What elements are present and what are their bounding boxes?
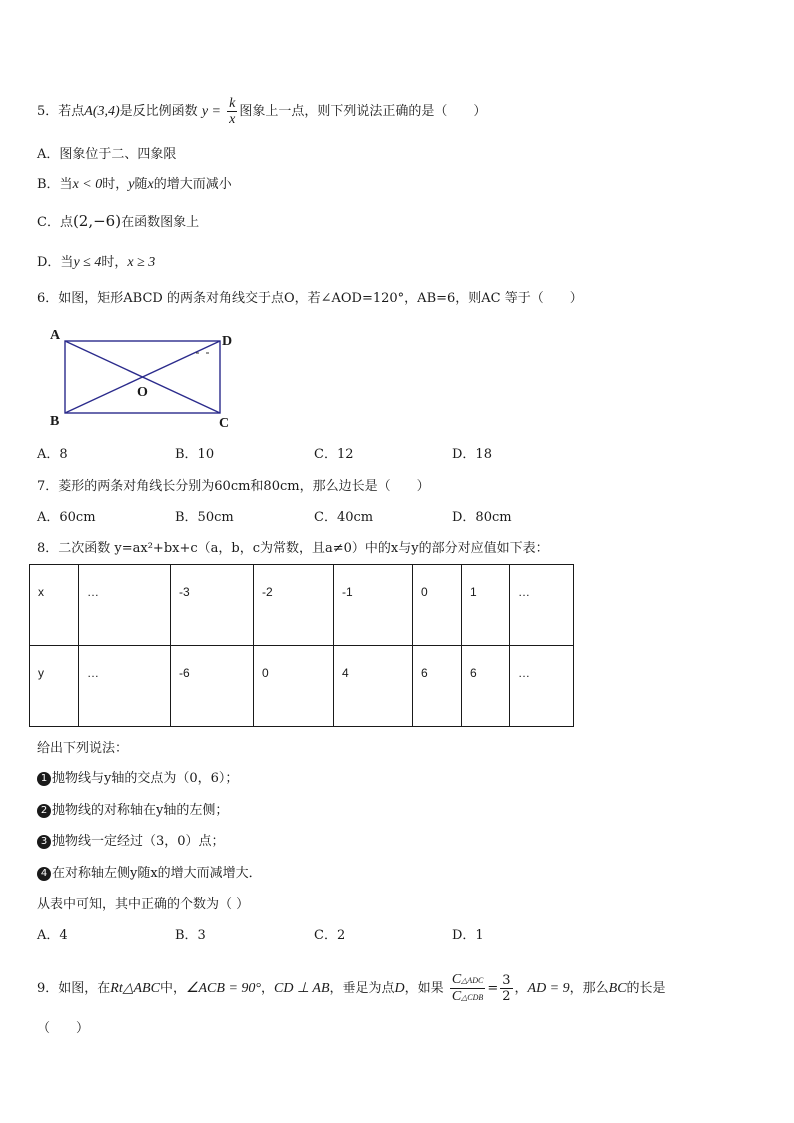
q8-option-a: A．4: [37, 928, 68, 943]
q8-statement-4: 4 在对称轴左侧y随x的增大而减增大．: [37, 865, 262, 883]
circled-number: 4: [37, 867, 51, 881]
table-cell: y: [30, 646, 79, 727]
q8-question: 从表中可知，其中正确的个数为（ ）: [37, 897, 250, 912]
label-d: D: [222, 334, 233, 349]
q7-option-a: A．60cm: [37, 510, 96, 525]
q7-stem: 7．菱形的两条对角线长分别为60cm和80cm，那么边长是（ ）: [37, 479, 430, 494]
table-cell: …: [510, 565, 574, 646]
q8-intro: 给出下列说法：: [37, 741, 129, 756]
circled-number: 2: [37, 804, 51, 818]
q6-option-c: C．12: [314, 447, 354, 462]
table-cell: -3: [171, 565, 254, 646]
q7-option-b: B．50cm: [175, 510, 234, 525]
table-cell: 0: [254, 646, 334, 727]
q5-stem: 5．若点A(3,4)是反比例函数 y = $\frac{k}{x}$ 图象上一点，则下列说法正确的是（ ）: [37, 96, 487, 127]
table-cell: 1: [462, 565, 510, 646]
fraction-k-over-x: $\frac{k}{x}$: [229, 96, 236, 127]
q5-option-d: D．当y ≤ 4时，x ≥ 3: [37, 255, 156, 270]
q9-answer-paren: （ ）: [37, 1021, 90, 1036]
q8-option-c: C．2: [314, 928, 346, 943]
q5-option-c: C．点(2,−6)在函数图象上: [37, 212, 200, 230]
q8-option-d: D．1: [452, 928, 484, 943]
q7-option-d: D．80cm: [452, 510, 512, 525]
table-cell: 0: [413, 565, 462, 646]
q6-option-d: D．18: [452, 447, 492, 462]
table-cell: …: [79, 565, 171, 646]
point-a: A(3,4): [84, 104, 120, 119]
table-row-y: [30, 646, 574, 727]
q8-statement-3: 3 抛物线一定经过（3，0）点；: [37, 833, 225, 851]
table-cell: -2: [254, 565, 334, 646]
q9-stem: 9．如图，在Rt△ABC中，∠ACB = 90°，CD ⊥ AB，垂足为点D，如果 $\frac{\text{C△ADC}}{\text{C△CDB}}$ = $\frac{3}{2}$ ，AD = 9，那么BC的长是: [37, 972, 666, 1004]
q8-stem: 8．二次函数 y=ax²+bx+c（a，b，c为常数，且a≠0）中的x与y的部分对应值如下表：: [37, 541, 549, 556]
rectangle-abcd: [65, 341, 220, 413]
table-cell: …: [510, 646, 574, 727]
table-cell: …: [79, 646, 171, 727]
table-cell: x: [30, 565, 79, 646]
table-cell: -1: [334, 565, 413, 646]
diagonal-bd: [65, 341, 220, 413]
table-cell: -6: [171, 646, 254, 727]
circled-number: 1: [37, 772, 51, 786]
table-cell: 6: [462, 646, 510, 727]
circled-number: 3: [37, 835, 51, 849]
q5-option-b: B．当x < 0时，y随x的增大而减小: [37, 177, 232, 192]
label-c: C: [219, 416, 230, 431]
table-cell: 4: [334, 646, 413, 727]
q8-statement-1: 1 抛物线与y轴的交点为（0，6）；: [37, 770, 238, 788]
ratio-fraction: $\frac{3}{2}$: [502, 973, 511, 1004]
diagonal-ac: [65, 341, 220, 413]
label-o: O: [137, 385, 148, 400]
y-eq: y =: [201, 104, 221, 119]
table-row-x: [30, 565, 574, 646]
q6-option-b: B．10: [175, 447, 215, 462]
label-a: A: [50, 328, 61, 343]
label-b: B: [50, 414, 60, 429]
q6-option-a: A．8: [37, 447, 68, 462]
q5-option-a: A．图象位于二、四象限: [37, 147, 177, 162]
q7-option-c: C．40cm: [314, 510, 374, 525]
perimeter-ratio-fraction: $\frac{\text{C△ADC}}{\text{C△CDB}}$: [451, 972, 484, 1004]
q6-stem: 6．如图，矩形ABCD 的两条对角线交于点O，若∠AOD=120°，AB=6，则AC 等于（ ）: [37, 291, 583, 306]
value-table: [29, 564, 574, 727]
q8-option-b: B．3: [175, 928, 206, 943]
table-cell: 6: [413, 646, 462, 727]
q8-statement-2: 2 抛物线的对称轴在y轴的左侧；: [37, 802, 228, 820]
